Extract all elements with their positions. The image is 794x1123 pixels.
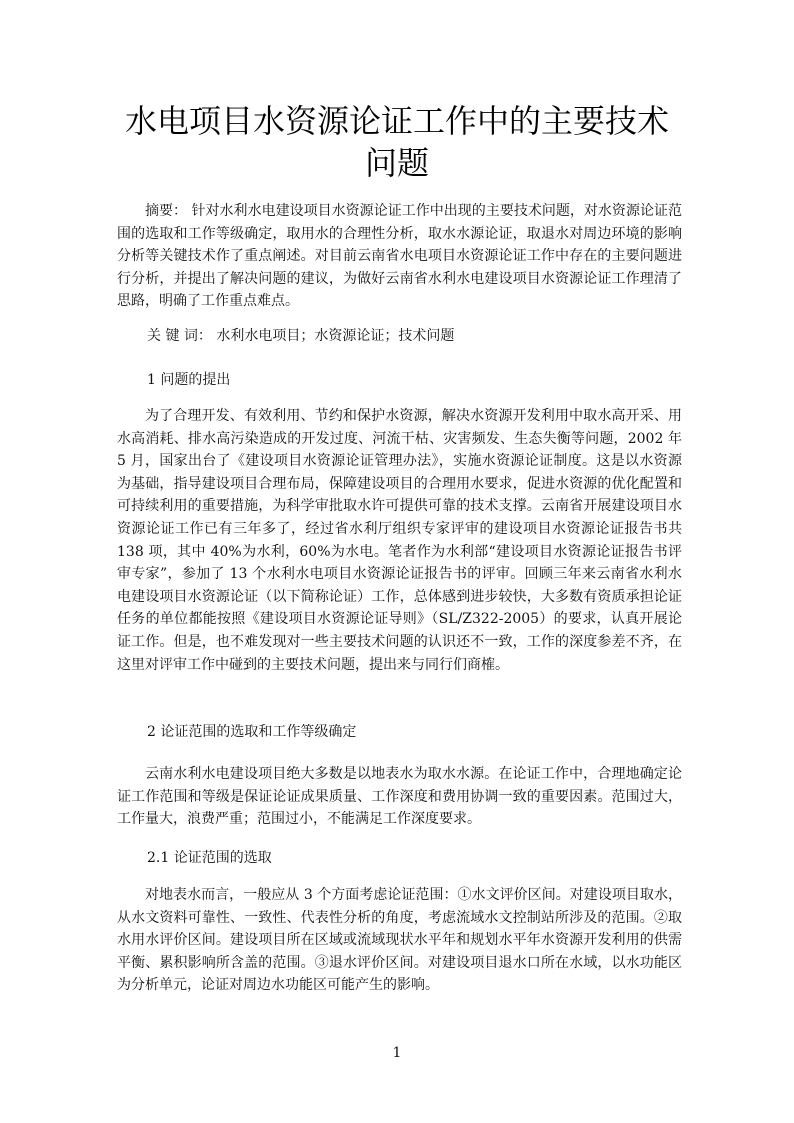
section-2-heading: 2 论证范围的选取和工作等级确定 [147, 724, 357, 740]
section-1-heading: 1 问题的提出 [147, 372, 231, 388]
abstract-paragraph: 摘要： 针对水利水电建设项目水资源论证工作中出现的主要技术问题，对水资源论证范围的选取和工作等级确定，取用水的合理性分析，取水水源论证，取退水对周边环境的影响分析等关键技术作了重点阐述。对目前云南省水电项目水资源论证工作中存在的主要问题进行分析，并提出了解决问题的建议，为做好云南省水利水电建设项目水资源论证工作理清了思路，明确了工作重点难点。 [117, 203, 682, 310]
section-2-1-heading: 2.1 论证范围的选取 [147, 850, 272, 866]
section-2-body: 云南水利水电建设项目绝大多数是以地表水为取水水源。在论证工作中，合理地确定论证工作范围和等级是保证论证成果质量、工作深度和费用协调一致的重要因素。范围过大，工作量大，浪费严重；范围过小，不能满足工作深度要求。 [117, 766, 682, 828]
document-title: 水电项目水资源论证工作中的主要技术问题 [124, 102, 669, 182]
section-1-body: 为了合理开发、有效利用、节约和保护水资源，解决水资源开发利用中取水高开采、用水高消耗、排水高污染造成的开发过度、河流干枯、灾害频发、生态失衡等问题，2002 年 5 月，国家出台了《建设项目水资源论证管理办法》，实施水资源论证制度。这是以水资源为基础，指导建设项目合理布局，保障建设项目的合理用水要求，促进水资源的优化配置和可持续利用的重要措施，为科学审批取水许可提供可靠的技术支撑。云南省开展建设项目水资源论证工作已有三年多了，经过省水利厅组织专家评审的建设项目水资源论证报告书共 138 项，其中 40%为水利，60%为水电。笔者作为水利部“建设项目水资源论证报告书评审专家”，参加了 13 个水利水电项目水资源论证报告书的评审。回顾三年来云南省水利水电建设项目水资源论证（以下简称论证）工作，总体感到进步较快，大多数有资质承担论证任务的单位都能按照《建设项目水资源论证导则》（SL/Z322-2005）的要求，认真开展论证工作。但是，也不难发现对一些主要技术问题的认识还不一致，工作的深度参差不齐，在这里对评审工作中碰到的主要技术问题，提出来与同行们商榷。 [117, 408, 682, 673]
section-2-1-body: 对地表水而言，一般应从 3 个方面考虑论证范围：①水文评价区间。对建设项目取水，从水文资料可靠性、一致性、代表性分析的角度，考虑流域水文控制站所涉及的范围。②取水用水评价区间。建设项目所在区域或流域现状水平年和规划水平年水资源开发利用的供需平衡、累积影响所含盖的范围。③退水评价区间。对建设项目退水口所在水域，以水功能区为分析单元，论证对周边水功能区可能产生的影响。 [117, 887, 682, 994]
page-number: 1 [392, 1045, 402, 1061]
keywords-line: 关 键 词： 水利水电项目；水资源论证；技术问题 [147, 328, 455, 344]
